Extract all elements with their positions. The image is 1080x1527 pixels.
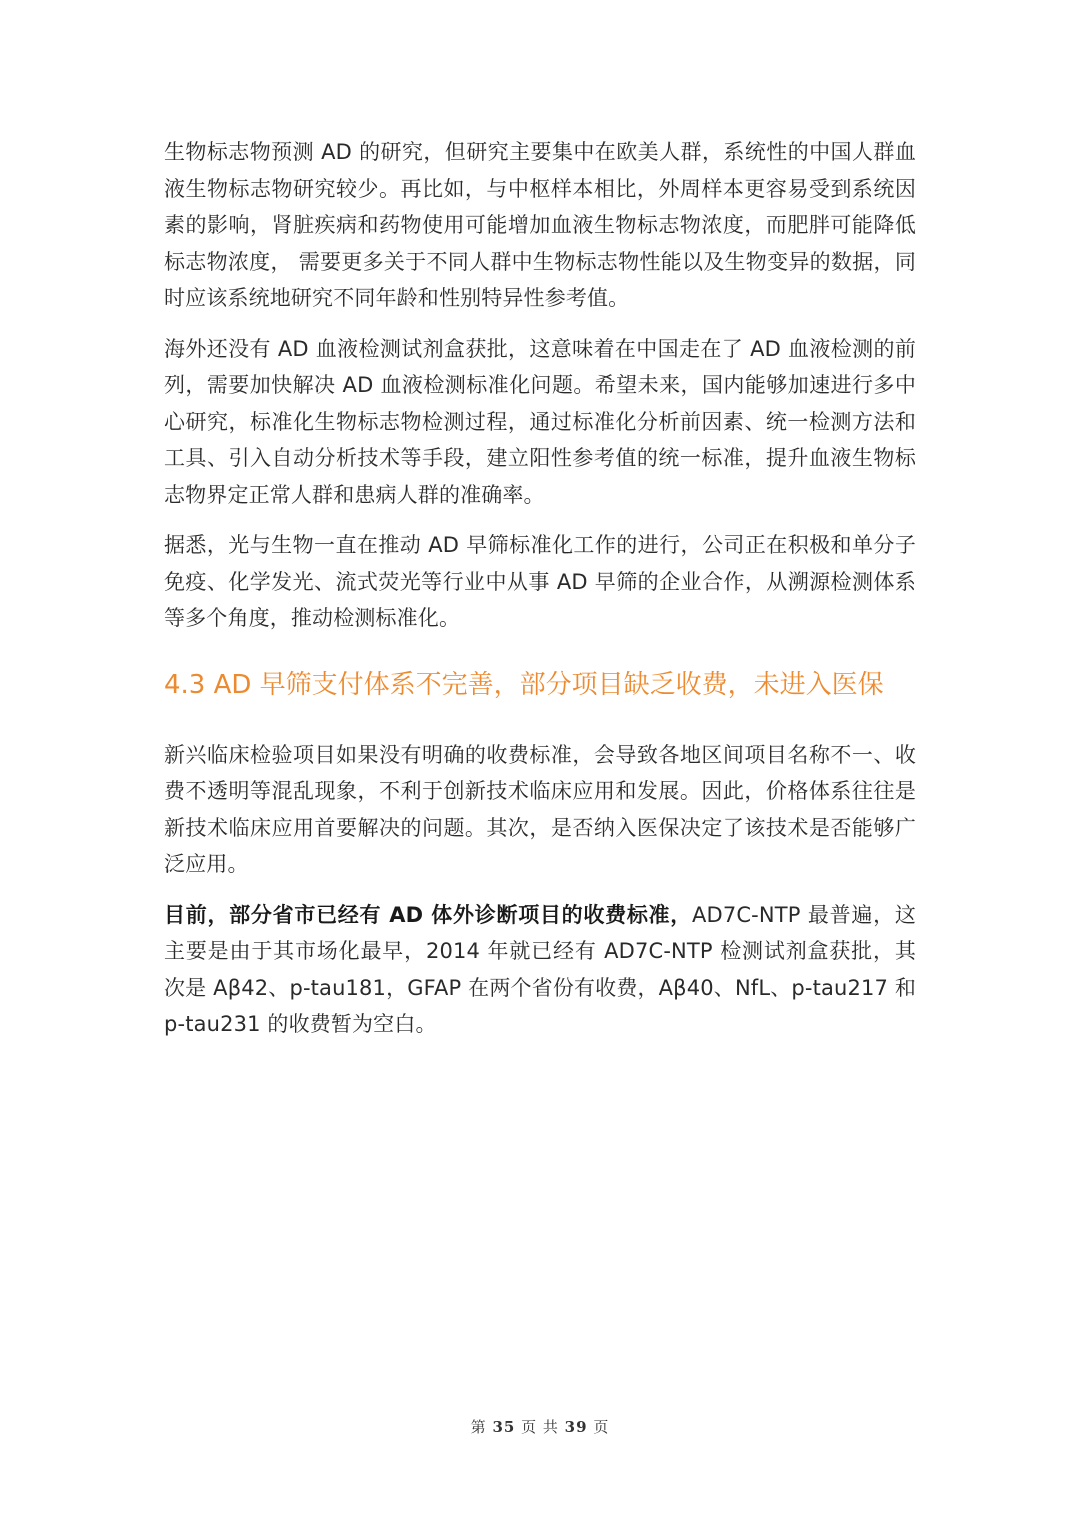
page-footer <box>0 1416 1080 1437</box>
document-body <box>164 134 916 1057</box>
paragraph-pricing-system: 新兴临床检验项目如果没有明确的收费标准，会导致各地区间项目名称不一、收费不透明等混乱现象，不利于创新技术临床应用和发展。因此，价格体系往往是新技术临床应用首要解决的问题。其次，是否纳入医保决定了该技术是否能够广泛应用。 <box>164 742 916 876</box>
paragraph-standardization: 海外还没有 AD 血液检测试剂盒获批，这意味着在中国走在了 AD 血液检测的前列，需要加快解决 AD 血液检测标准化问题。希望未来，国内能够加速进行多中心研究，标准化生物标志物检测过程，通过标准化分析前因素、统一检测方法和工具、引入自动分析技术等手段，建立阳性参考值的统一标准，提升血液生物标志物界定正常人群和患病人群的准确率。 <box>164 336 916 507</box>
section-heading: 4.3 AD 早筛支付体系不完善，部分项目缺乏收费，未进入医保 <box>164 669 884 700</box>
paragraph-current-fees-rest: AD7C-NTP 最普遍，这主要是由于其市场化最早，2014 年就已经有 AD7C-NTP 检测试剂盒获批，其次是 Aβ42、p-tau181，GFAP 在两个省份有收费，Aβ40、NfL、p-tau217 和 p-tau231 的收费暂为空白。 <box>164 902 916 1036</box>
paragraph-company-efforts: 据悉，光与生物一直在推动 AD 早筛标准化工作的进行，公司正在积极和单分子免疫、化学发光、流式荧光等行业中从事 AD 早筛的企业合作，从溯源检测体系等多个角度，推动检测标准化。 <box>164 533 916 630</box>
footer-prefix: 第 <box>470 1418 487 1436</box>
footer-current-page: 35 <box>492 1418 516 1436</box>
paragraph-current-fees <box>164 897 916 1043</box>
paragraph-biomarker-research: 生物标志物预测 AD 的研究，但研究主要集中在欧美人群，系统性的中国人群血液生物标志物研究较少。再比如，与中枢样本相比，外周样本更容易受到系统因素的影响，肾脏疾病和药物使用可能增加血液生物标志物浓度，而肥胖可能降低标志物浓度， 需要更多关于不同人群中生物标志物性能以及生物变异的数据，同时应该系统地研究不同年龄和性别特异性参考值。 <box>164 140 916 310</box>
footer-middle: 页 共 <box>521 1418 559 1436</box>
footer-total-pages: 39 <box>564 1418 588 1436</box>
footer-suffix: 页 <box>593 1418 610 1436</box>
paragraph-current-fees-lead: 目前，部分省市已经有 AD 体外诊断项目的收费标准， <box>164 902 692 927</box>
